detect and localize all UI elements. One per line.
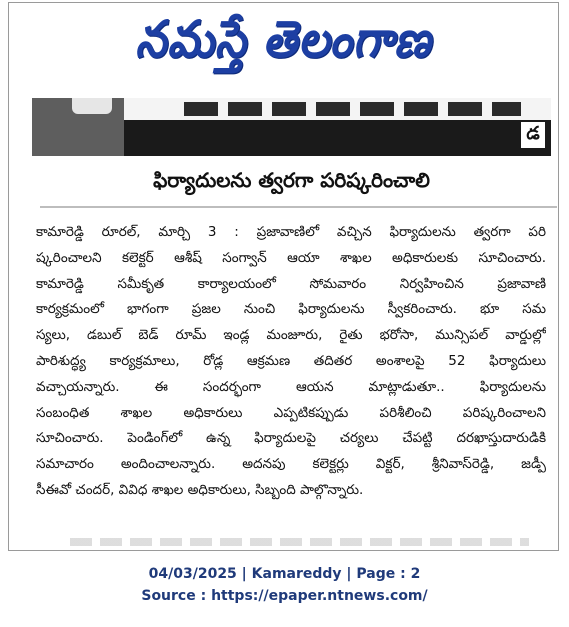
article-line: సూచించారు. పెండింగ్‌లో ఉన్న ఫిర్యాదులపై చర్యలు చేపట్టి దరఖాస్తుదారుడికి <box>36 430 546 447</box>
banner-clipped-heading <box>124 98 551 120</box>
article-line: స్యలు, డబుల్‌ బెడ్‌ రూమ్‌ ఇండ్ల మంజూరు, రైతు భరోసా, మున్సిపల్‌ వార్డుల్లో <box>36 327 546 344</box>
masthead <box>9 3 558 89</box>
article-headline: ఫిర్యాదులను త్వరగా పరిష్కరించాలి <box>153 168 430 192</box>
article-line: సమాచారం అందించాలన్నారు. అదనపు కలెక్టర్లు విక్టర్‌, శ్రీనివాస్‌రెడ్డి, జడ్పీ <box>36 456 546 473</box>
article-line: పారిశుద్ధ్య కార్యక్రమాలు, రోడ్ల ఆక్రమణ తదితర అంశాలపై 52 ఫిర్యాదులు <box>36 352 546 369</box>
source-link[interactable]: Source : https://epaper.ntnews.com/ <box>141 588 428 604</box>
article-line: కామారెడ్డి రూరల్‌, మార్చి 3 : ప్రజావాణిలో వచ్చిన ఫిర్యాదులను త్వరగా పరి <box>36 224 546 240</box>
headline-divider <box>40 206 557 208</box>
article-line: ష్కరించాలని కలెక్టర్‌ ఆశీష్‌ సంగ్వాన్‌ ఆయా శాఖల అధికారులకు సూచించారు. <box>36 249 546 266</box>
article-line: కార్యక్రమంలో భాగంగా ప్రజల నుంచి ఫిర్యాదులను స్వీకరించారు. భూ సమ <box>36 301 546 318</box>
article-line: సంబంధిత శాఖల అధికారులు ఎప్పటికప్పుడు పరిశీలించి పరిష్కరించాలని <box>36 404 546 421</box>
article-line: వచ్చాయన్నారు. ఈ సందర్భంగా ఆయన మాట్లాడుతూ.. ఫిర్యాదులను <box>36 378 546 395</box>
banner-number-shape <box>72 98 112 114</box>
masthead-title: నమస్తే తెలంగాణ <box>135 10 432 69</box>
banner-corner-glyph: డ <box>521 122 545 148</box>
article-body <box>36 220 546 504</box>
article-line: సీఈవో చందర్‌, వివిధ శాఖల అధికారులు, సిబ్బంది పాల్గొన్నారు. <box>36 481 364 498</box>
banner-strip <box>32 98 551 156</box>
article-line: కామారెడ్డి సమీకృత కార్యాలయంలో సోమవారం నిర్వహించిన ప్రజావాణి <box>36 275 546 292</box>
edition-info: 04/03/2025 | Kamareddy | Page : 2 <box>148 566 421 582</box>
cropped-next-headline <box>70 538 529 546</box>
